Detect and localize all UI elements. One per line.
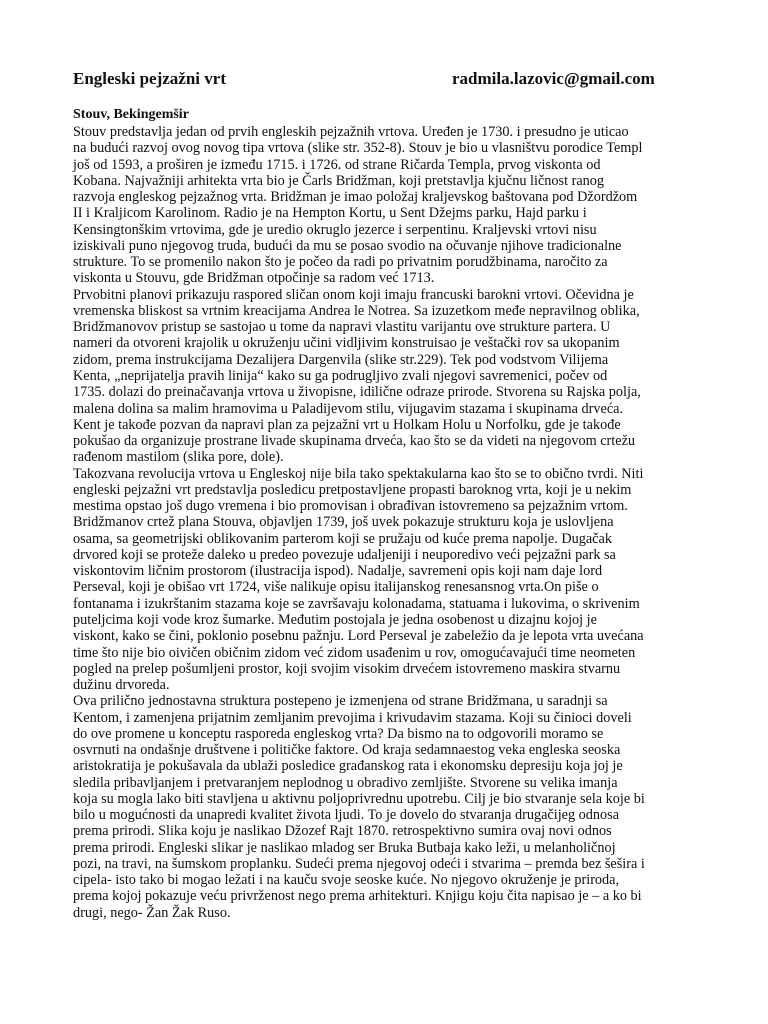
- text-line: viskontovim ličnim prostorom (ilustracija ispod). Nadalje, savremeni opis koji nam daje lord: [73, 563, 603, 580]
- text-line: prema kojoj pokazuje veću privrženost nego prema arhitekturi. Knjigu koju čita napisao je – a ko bi: [73, 888, 642, 905]
- document-title: Engleski pejzažni vrt: [73, 69, 226, 88]
- text-line: osvrnuti na ondašnje društvene i političke faktore. Od kraja sedamnaestog veka engleska seoska: [73, 742, 621, 759]
- text-line: viskont, kako se čini, poklonio posebnu pažnju. Lord Perseval je zabeležio da je lepota vrta uvećana: [73, 628, 644, 645]
- text-line: II i Kraljicom Karolinom. Radio je na Hempton Kortu, u Sent Džejms parku, Hajd parku i: [73, 205, 587, 222]
- text-line: aristokratija je pokušavala da ublaži posledice građanskog rata i ekonomsku depresiju koja joj je: [73, 758, 623, 775]
- text-line: drugi, nego- Žan Žak Ruso.: [73, 904, 231, 921]
- text-line: drvored koji se proteže daleko u predeo povezuje udaljeniji i neuporedivo veći pejzažni park sa: [73, 546, 616, 563]
- text-line: vremenska bliskost sa vrtnim kreacijama Andrea le Notrea. Sa izuzetkom međe nepravilnog oblika,: [73, 302, 640, 319]
- text-line: iziskivali puno njegovog truda, budući da mu se posao svodio na očuvanje njihove tradicionalne: [73, 237, 622, 254]
- author-email: radmila.lazovic@gmail.com: [452, 69, 655, 88]
- text-line: viskonta u Stouvu, gde Bridžman otpočinje sa radom već 1713.: [73, 270, 435, 287]
- section-heading: Stouv, Bekingemšir: [73, 107, 189, 122]
- text-line: zidom, prema instrukcijama Dezalijera Dargenvila (slike str.229). Tek pod vodstvom Vilijema: [73, 351, 609, 368]
- text-line: Ova prilično jednostavna struktura postepeno je izmenjena od strane Bridžmana, u saradnji sa: [73, 693, 608, 710]
- text-line: Kensingtonškim vrtovima, gde je uredio okruglo jezerce i serpentinu. Kraljevski vrtovi nisu: [73, 221, 597, 238]
- text-line: koja su mogla lako biti stavljena u aktivnu poljoprivrednu upotrebu. Cilj je bio stvaranje sela koje bi: [73, 790, 645, 807]
- text-line: bilo u mogućnosti da unapredi kvalitet života ljudi. To je dovelo do stvaranja drugačijeg odnosa: [73, 807, 620, 824]
- text-line: time što nije bio oivičen običnim zidom već zidom usađenim u rov, omogućavajući time neometen: [73, 644, 636, 661]
- text-line: Kentom, i zamenjena prijatnim zemljanim prevojima i krivudavim stazama. Koji su činioci doveli: [73, 709, 632, 726]
- text-line: pozi, na travi, na šumskom proplanku. Sudeći prema njegovoj odeći i stvarima – premda bez šešira i: [73, 855, 645, 872]
- text-line: rađenom mastilom (slika pore, dole).: [73, 449, 284, 466]
- text-line: prema prirodi. Engleski slikar je naslikao mladog ser Bruka Butbaja kako leži, u melanholičnoj: [73, 839, 616, 856]
- text-line: strukture. To se promenilo nakon što je počeo da radi po privatnim porudžbinama, naročito za: [73, 254, 608, 271]
- text-line: malena dolina sa malim hramovima u Paladijevom stilu, vijugavim stazama i skupinama drveća.: [73, 400, 624, 417]
- text-line: sledila pribavljanjem i pretvaranjem neplodnog u obradivo zemljište. Stvorene su velika imanja: [73, 774, 618, 791]
- text-line: Perseval, koji je obišao vrt 1724, više nalikuje opisu italijanskog renesansnog vrta.On piše o: [73, 579, 599, 596]
- text-line: engleski pejzažni vrt predstavlja posledicu pretpostavljene propasti baroknog vrta, koji je u nekim: [73, 481, 632, 498]
- text-line: Prvobitni planovi prikazuju raspored sličan onom koji imaju francuski barokni vrtovi. Očevidna je: [73, 286, 634, 303]
- text-line: Bridžmanov crtež plana Stouva, objavljen 1739, još uvek pokazuje strukturu koja je uslovljena: [73, 514, 614, 531]
- text-line: pokušao da organizuje prostrane livade skupinama drveća, kao što se da videti na njegovom crtežu: [73, 433, 636, 450]
- text-line: Kenta, „neprijatelja pravih linija“ kako su ga podrugljivo zvali njegovi savremenici, počev od: [73, 367, 608, 384]
- text-line: Takozvana revolucija vrtova u Engleskoj nije bila tako spektakularna kao što se to obično tvrdi. Niti: [73, 465, 644, 482]
- text-line: Kent je takođe pozvan da napravi plan za pejzažni vrt u Holkam Holu u Norfolku, gde je takođe: [73, 416, 621, 433]
- document-header: [73, 69, 673, 93]
- text-line: Stouv predstavlja jedan od prvih engleskih pejzažnih vrtova. Uređen je 1730. i presudno je uticao: [73, 124, 629, 140]
- body-text: [73, 124, 698, 921]
- text-line: do ove promene u konceptu rasporeda engleskog vrta? Da bismo na to odgovorili moramo se: [73, 725, 604, 742]
- text-line: prema prirodi. Slika koju je naslikao Džozef Rajt 1870. retrospektivno sumira ovaj novi odnos: [73, 823, 612, 840]
- text-line: nameri da otvoreni krajolik u okruženju učini vidljivim konstruisao je veštački rov sa ukopanim: [73, 335, 620, 352]
- text-line: 1735. dolazi do preinačavanja vrtova u živopisne, idilične odraze prirode. Stvorena su Rajska polja,: [73, 384, 641, 401]
- text-line: Bridžmanovov pristup se sastojao u tome da napravi vlastitu varijantu ove strukture partera. U: [73, 319, 611, 336]
- text-line: razvoja engleskog pejzažnog vrta. Bridžman je imao položaj kraljevskog baštovana pod Džordžom: [73, 189, 638, 206]
- text-line: još od 1593, a proširen je između 1715. i 1726. od strane Ričarda Templa, prvog viskonta od: [73, 156, 601, 173]
- text-line: pogled na prelep pošumljeni prostor, koji svojim visokim drvećem istovremeno maskira stvarnu: [73, 660, 621, 677]
- text-line: puteljcima koji vode kroz šumarke. Međutim postojala je jedna osobenost u dizajnu kojoj je: [73, 611, 597, 628]
- text-line: na budući razvoj ovog novog tipa vrtova (slike str. 352-8). Stouv je bio u vlasništvu porodice Templ: [73, 140, 643, 157]
- text-line: fontanama i izukrštanim stazama koje se završavaju kolonadama, statuama i lukovima, o skrivenim: [73, 595, 640, 612]
- text-line: dužinu drvoreda.: [73, 677, 170, 694]
- text-line: osama, sa geometrijski oblikovanim parterom koji se pružaju od kuće prema napolje. Dugačak: [73, 530, 612, 547]
- text-line: cipela- isto tako bi mogao ležati i na kauču svoje seoske kuće. No njegovo okruženje je priroda,: [73, 872, 620, 889]
- text-line: Kobana. Najvažniji arhitekta vrta bio je Čarls Bridžman, koji pretstavlja kjučnu ličnost ranog: [73, 172, 605, 189]
- text-line: mestima opstao još dugo vremena i bio promovisan i obrađivan istovremeno sa pejzažnim vrtom.: [73, 498, 628, 515]
